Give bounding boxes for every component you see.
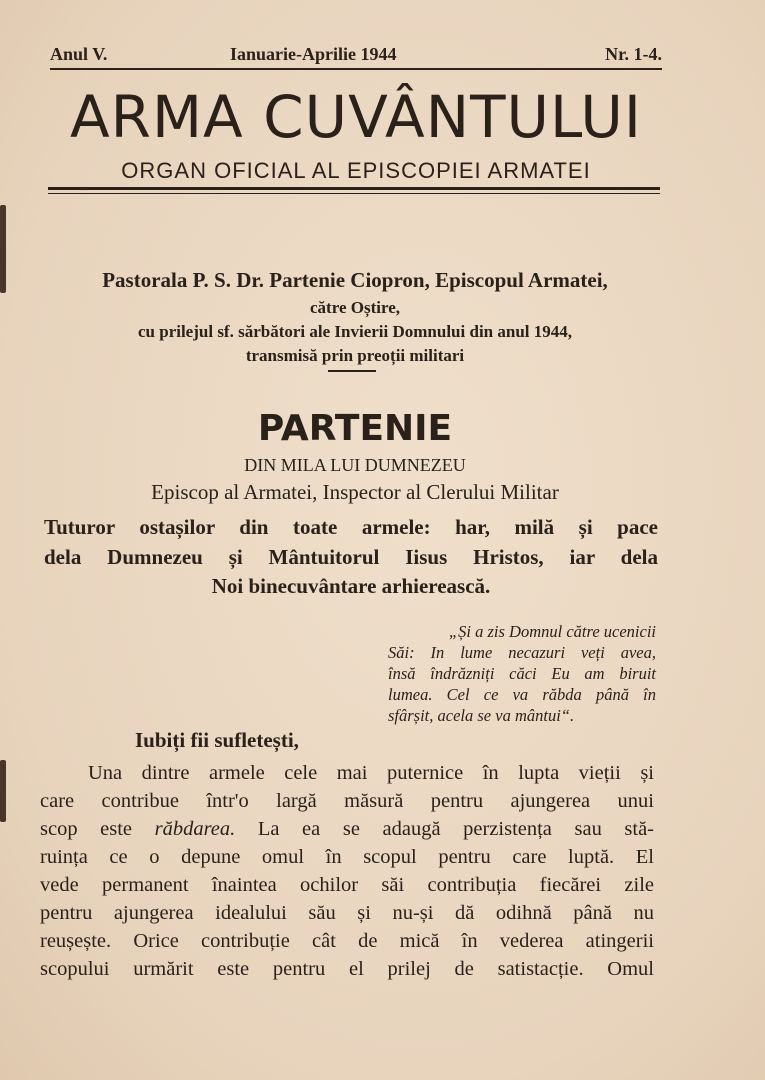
body-text-line: vede permanent înaintea ochilor săi contribuția fiecărei zile <box>40 874 654 896</box>
body-text-emphasis: răbdarea. <box>154 818 236 840</box>
body-text-line: scopului urmărit este pentru el prilej de satistacție. Omul <box>40 958 654 980</box>
issue-volume: Anul V. <box>50 44 108 64</box>
body-text-line <box>40 818 654 841</box>
header-rule <box>50 68 662 70</box>
masthead-title: ARMA CUVÂNTULUI <box>70 83 642 151</box>
body-text-line: ruința ce o depune omul în scopul pentru care luptă. El <box>40 846 654 868</box>
pastoral-heading: Pastorala P. S. Dr. Partenie Ciopron, Episcopul Armatei, <box>102 268 608 292</box>
issue-date: Ianuarie-Aprilie 1944 <box>230 44 397 64</box>
author-grace-line: DIN MILA LUI DUMNEZEU <box>244 455 466 475</box>
greeting-line: Noi binecuvântare arhierească. <box>211 574 491 598</box>
body-text-line: reușește. Orice contribuție cât de mică în vederea atingerii <box>40 930 654 952</box>
masthead-rule <box>48 187 660 190</box>
salutation: Iubiți fii sufletești, <box>135 728 299 752</box>
masthead-rule-thin <box>48 193 660 194</box>
masthead-subtitle: ORGAN OFICIAL AL EPISCOPIEI ARMATEI <box>121 158 591 183</box>
body-text-line: Una dintre armele cele mai puternice în lupta vieții și <box>88 762 654 784</box>
pastoral-heading-line: cu prilejul sf. sărbători ale Invierii Domnului din anul 1944, <box>137 322 572 341</box>
greeting-line: Tuturor ostașilor din toate armele: har, milă și pace <box>44 515 658 539</box>
body-text-line: care contribue într'o largă măsură pentru ajungerea unui <box>40 790 654 812</box>
author-name: PARTENIE <box>257 408 453 449</box>
pastoral-heading-line: către Oștire, <box>310 298 400 317</box>
issue-header <box>50 44 662 66</box>
body-text-segment: scop este <box>40 818 155 840</box>
pastoral-heading-line: transmisă prin preoții militari <box>245 346 465 365</box>
binding-mark <box>0 760 6 822</box>
author-office: Episcop al Armatei, Inspector al Clerului Militar <box>151 480 559 504</box>
section-divider <box>328 370 376 372</box>
greeting-line: dela Dumnezeu și Mântuitorul Iisus Hristos, iar dela <box>44 545 658 569</box>
binding-mark <box>0 205 6 293</box>
epigraph-line: lumea. Cel ce va răbda până în <box>388 685 656 704</box>
body-text-segment: La ea se adaugă perzistența sau stă- <box>235 818 654 840</box>
epigraph-line: sfârșit, acela se va mântui“. <box>388 706 575 725</box>
body-text-line: pentru ajungerea idealului său și nu-și dă odihnă până nu <box>40 902 654 924</box>
epigraph-line: „Și a zis Domnul către ucenicii <box>449 622 656 641</box>
issue-number: Nr. 1-4. <box>605 44 662 64</box>
epigraph-line: însă îndrăzniți căci Eu am biruit <box>388 664 656 683</box>
epigraph-line: Săi: In lume necazuri veți avea, <box>388 643 656 662</box>
